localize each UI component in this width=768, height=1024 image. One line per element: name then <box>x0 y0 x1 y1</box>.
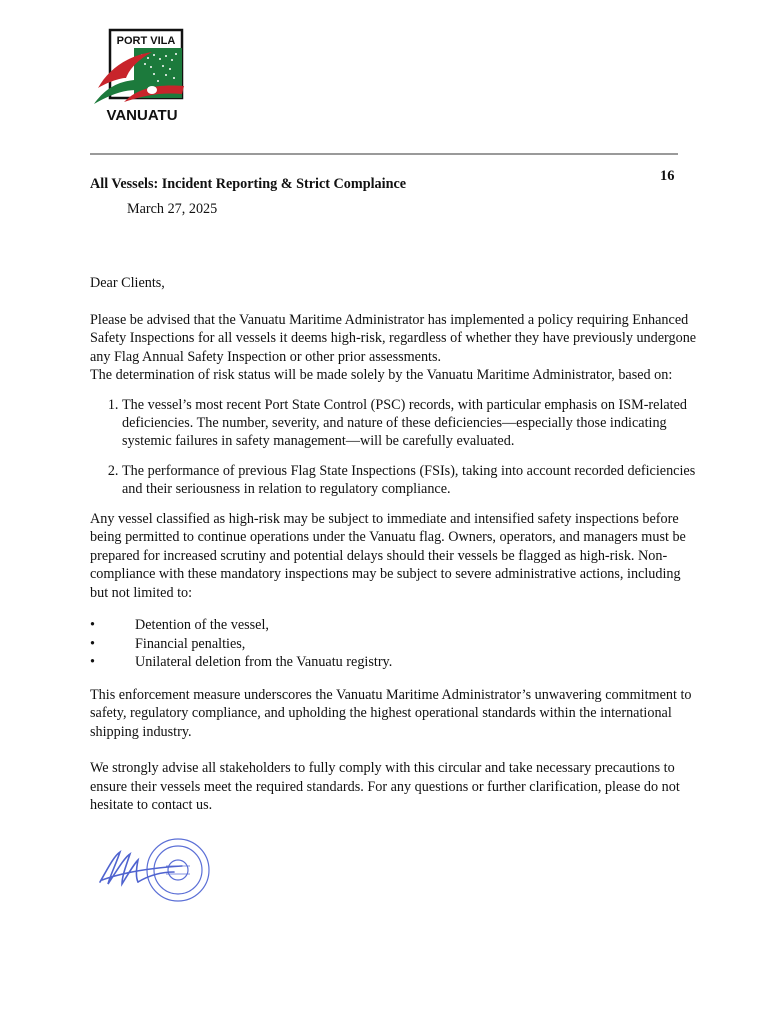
list-item-text: Financial penalties, <box>135 635 246 652</box>
logo-top-text: PORT VILA <box>116 35 176 47</box>
intro-paragraph: Please be advised that the Vanuatu Maritime Administrator has implemented a policy requiring Enhanced Safety Inspections for all vessels it deems high-risk, regardless of whether they have previously undergone any Flag Annual Safety Inspection or other prior assessments. <box>90 311 697 365</box>
list-item <box>90 653 702 672</box>
circular-number: 16 <box>660 168 675 184</box>
high-risk-paragraph: Any vessel classified as high-risk may be subject to immediate and intensified safety inspections before being permitted to continue operations under the Vanuatu flag. Owners, operators, and managers must be prepared for increased scrutiny and potential delays should their vessels be flagged as high-risk. Non-compliance with these mandatory inspections may be subject to severe administrative actions, including but not limited to: <box>90 510 686 601</box>
list-item <box>90 616 702 635</box>
closing-paragraph: We strongly advise all stakeholders to fully comply with this circular and take necessary precautions to ensure their vessels meet the required standards. For any questions or further clarification, please do not hesitate to contact us. <box>90 760 680 813</box>
enforcement-paragraph: This enforcement measure underscores the Vanuatu Maritime Administrator’s unwavering commitment to safety, regulatory compliance, and upholding the highest operational standards within the international shipping industry. <box>90 686 692 740</box>
bullet: • <box>90 654 95 670</box>
risk-criteria-list <box>90 396 702 498</box>
determination-paragraph: The determination of risk status will be made solely by the Vanuatu Maritime Administrator, based on: <box>90 367 673 383</box>
logo-bottom-text: VANUATU <box>106 107 178 124</box>
letter-date: March 27, 2025 <box>127 201 218 217</box>
administrative-actions-list <box>90 616 702 672</box>
list-item <box>90 635 702 654</box>
bullet: • <box>90 617 95 633</box>
list-item: 1. The vessel’s most recent Port State Control (PSC) records, with particular emphasis on ISM-related deficiencies. The number, severity, and nature of these deficiencies—especially those indicating systemic failures in safety management—will be carefully evaluated. <box>122 396 702 450</box>
list-item-text: Unilateral deletion from the Vanuatu registry. <box>135 654 393 670</box>
greeting: Dear Clients, <box>90 275 165 291</box>
list-item: 2. The performance of previous Flag State Inspections (FSIs), taking into account recorded deficiencies and their seriousness in relation to regulatory compliance. <box>122 462 702 498</box>
signature-stamp <box>94 832 216 910</box>
letter-body <box>90 274 702 815</box>
subject-line: All Vessels: Incident Reporting & Strict Complaince <box>90 176 407 192</box>
port-vila-vanuatu-logo <box>94 28 186 124</box>
header-divider <box>90 153 678 155</box>
list-item-text: Detention of the vessel, <box>135 617 269 633</box>
bullet: • <box>90 635 95 652</box>
